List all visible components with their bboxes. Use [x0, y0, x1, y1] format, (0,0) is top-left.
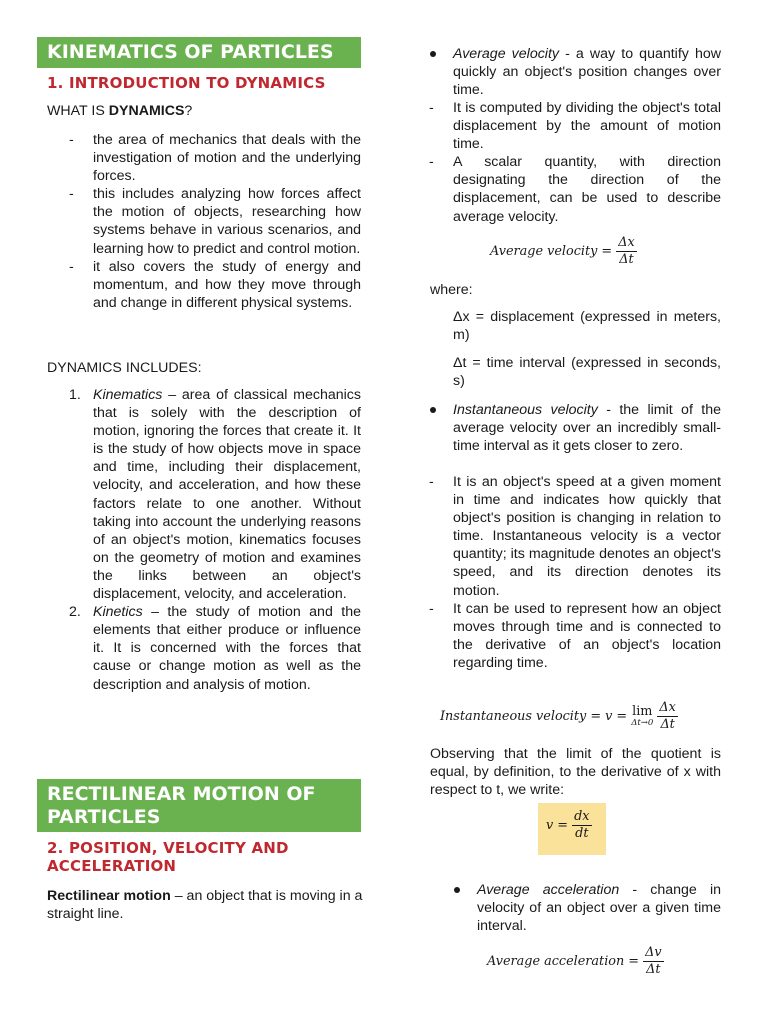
definition-text: - the limit of the average velocity over an incredibly small-time interval as it gets closer to zero.: [453, 402, 721, 455]
bullet-icon: [430, 407, 436, 413]
section-heading-text-line2: ACCELERATION: [47, 857, 177, 875]
fraction-numerator: Δx: [659, 700, 676, 715]
term-kinematics: Kinematics: [93, 387, 163, 403]
definition-text: – an object that is moving in a straight line.: [47, 888, 363, 923]
dynamics-includes-list: [69, 386, 361, 694]
list-item-text: It is an object's speed at a given moment in time and indicates how quickly that object's position is changing in relation to time. Instantaneous velocity is a vector quantity; its magnitude denotes an object's speed, and its direction denotes its motion.: [453, 474, 721, 599]
fraction: [572, 809, 591, 842]
formula-average-acceleration: [487, 945, 664, 978]
term-average-velocity: Average velocity: [453, 46, 559, 62]
list-item-text: it also covers the study of energy and momentum, and how they move through and change in different physical systems.: [93, 258, 361, 311]
title-banner-rectilinear: [37, 779, 361, 832]
list-item: [453, 153, 721, 225]
formula-lhs: Average acceleration =: [487, 954, 640, 969]
fraction-denominator: dt: [575, 826, 589, 841]
term-average-acceleration: Average acceleration: [477, 882, 620, 898]
bullet-icon: [454, 887, 460, 893]
limit-subscript: Δt→0: [631, 718, 654, 728]
formula-instantaneous-velocity: [440, 700, 678, 733]
section-heading-text-line1: 2. POSITION, VELOCITY AND: [47, 839, 289, 857]
term-rectilinear: Rectilinear motion: [47, 888, 171, 904]
what-is-suffix: ?: [184, 103, 193, 119]
section-heading-text: 1. INTRODUCTION TO DYNAMICS: [47, 74, 326, 92]
formula-average-velocity: [490, 235, 637, 268]
formula-lhs: v =: [546, 818, 569, 833]
fraction-denominator: Δt: [646, 962, 661, 977]
where-label: where:: [430, 282, 473, 298]
list-item-text: – area of classical mechanics that is solely with the description of motion, ignoring the forces that create it. It is the study of how objects move in space and time, including their displacement, velocity, and acceleration, and how these factors relate to one another. Without taking into account the underlying reasons of an object's motion, kinematics focuses on the geometry of motion and examines the links between an object's displacement, velocity, and acceleration.: [93, 387, 361, 603]
fraction-denominator: Δt: [619, 252, 634, 267]
section-heading-position: [47, 839, 367, 875]
instantaneous-velocity-points: [453, 473, 721, 672]
banner-title-line1: RECTILINEAR MOTION OF: [47, 783, 316, 805]
list-item-text: A scalar quantity, with direction designating the direction of the displacement, can be used to describe average velocity.: [453, 154, 721, 225]
list-item-text: It can be used to represent how an object moves through time and is connected to the derivative of an object's location regarding time.: [453, 600, 721, 671]
list-item: [93, 258, 361, 312]
banner-title-line2: PARTICLES: [47, 805, 161, 828]
fraction-numerator: Δx: [618, 235, 635, 250]
where-displacement: Δx = displacement (expressed in meters, m): [453, 309, 721, 344]
list-item: [69, 603, 361, 693]
list-item-text: the area of mechanics that deals with the investigation of motion and the underlying forces.: [93, 132, 361, 185]
list-item: [453, 473, 721, 600]
fraction-numerator: dx: [574, 809, 590, 824]
what-is-bold: DYNAMICS: [108, 103, 185, 119]
term-instantaneous-velocity: Instantaneous velocity: [453, 402, 598, 418]
formula-lhs: Average velocity =: [490, 244, 613, 259]
fraction-denominator: Δt: [660, 717, 675, 732]
bullet-icon: [430, 51, 436, 57]
list-item: [69, 386, 361, 603]
fraction: [657, 700, 677, 733]
rectilinear-definition: [47, 887, 363, 923]
list-item: [453, 99, 721, 153]
dynamics-includes-heading: DYNAMICS INCLUDES:: [47, 360, 202, 376]
list-number: 2.: [69, 604, 81, 621]
bullet-average-velocity: [453, 45, 721, 99]
list-item-text: – the study of motion and the elements that either produce or influence it. It is concerned with the forces that cause or change motion as well as the description and analysis of motion.: [93, 604, 361, 693]
list-number: 1.: [69, 387, 81, 403]
fraction: [643, 945, 663, 978]
banner-title: KINEMATICS OF PARTICLES: [47, 41, 334, 63]
list-item: [453, 600, 721, 672]
observing-derivative-text: Observing that the limit of the quotient is equal, by definition, to the derivative of x with respect to t, we write:: [430, 746, 721, 799]
list-item: [93, 185, 361, 257]
fraction: [616, 235, 636, 268]
limit-operator: [631, 705, 653, 728]
list-item: [93, 131, 361, 185]
term-kinetics: Kinetics: [93, 604, 143, 621]
what-is-prefix: WHAT IS: [47, 103, 109, 119]
dynamics-definition-list: [93, 131, 361, 312]
definition-text: - a way to quantify how quickly an object's position changes over time.: [453, 46, 721, 99]
list-item-text: this includes analyzing how forces affect the motion of objects, researching how systems behave in various scenarios, and learning how to predict and control motion.: [93, 186, 361, 257]
limit-text: lim: [632, 704, 653, 719]
fraction-numerator: Δv: [645, 945, 662, 960]
formula-derivative-velocity: [546, 809, 592, 842]
formula-lhs: Instantaneous velocity = v =: [440, 709, 628, 724]
where-time-interval: Δt = time interval (expressed in seconds, s): [453, 355, 721, 390]
definition-text: - change in velocity of an object over a given time interval.: [477, 882, 722, 935]
average-velocity-points: [453, 99, 721, 226]
what-is-dynamics: [47, 102, 367, 120]
bullet-instantaneous-velocity: [453, 401, 721, 455]
section-heading-intro: [47, 74, 367, 92]
title-banner-kinematics: [37, 37, 361, 68]
list-item-text: It is computed by dividing the object's total displacement by the amount of motion time.: [453, 100, 721, 153]
bullet-average-acceleration: [477, 881, 721, 935]
